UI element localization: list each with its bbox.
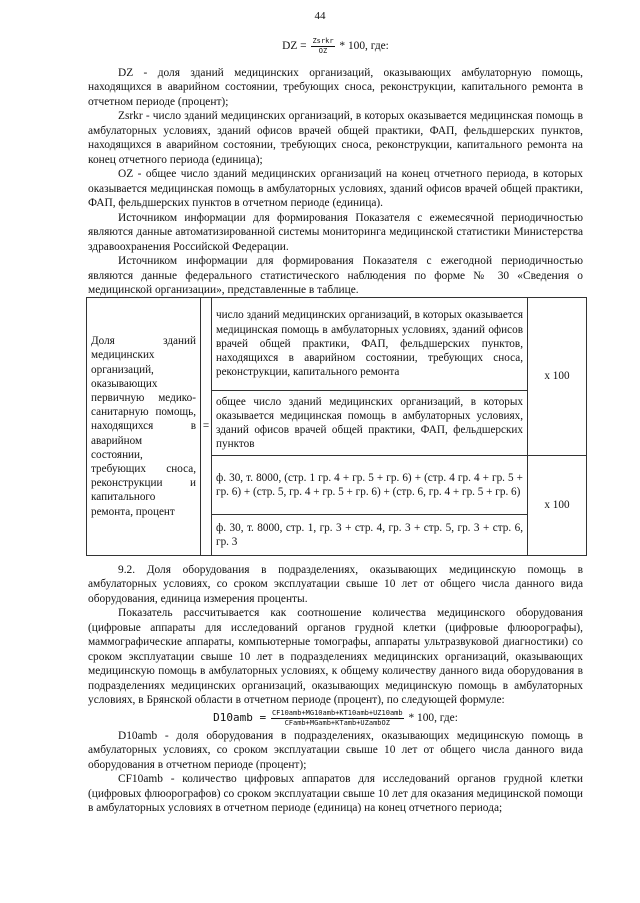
table-row <box>87 298 587 391</box>
multiplier-cell-1: x 100 <box>528 298 587 456</box>
formula-dz-numerator: Zsrkr <box>312 37 334 45</box>
formula-d10-rhs: * 100, где: <box>408 711 458 724</box>
paragraph-dz: DZ - доля зданий медицинских организаций, оказывающих амбулаторную помощь, находящихся в аварийном состоянии, требующих сноса, реконструкции, капитального ремонта в отчетном периоде (процент); <box>88 67 583 108</box>
formula-d10-lhs: D10amb = <box>213 710 267 724</box>
paragraph-9-2: 9.2. Доля оборудования в подразделениях, оказывающих медицинскую помощь в амбулаторных условиях, со сроком эксплуатации свыше 10 лет от общего числа данного вида оборудования, единица измерения проценты. <box>88 564 583 605</box>
formula-d10amb <box>88 710 583 727</box>
text-block-equipment <box>88 563 583 815</box>
formula-d10-fraction <box>271 710 404 727</box>
text-block-definitions <box>88 66 583 298</box>
formula-dz-lhs: DZ = <box>282 39 307 52</box>
formula-dz-denominator: OZ <box>318 46 328 55</box>
paragraph-zsrkr: Zsrkr - число зданий медицинских организаций, в которых оказывается медицинская помощь в амбулаторных условиях, зданий офисов врачей общей практики, ФАП, фельдшерских пунктов, находящихся в аварийном состоянии, требующих сноса, реконструкции, капитального ремонта на конец отчетного периода (единица); <box>88 110 583 166</box>
formula-dz-fraction <box>311 38 334 55</box>
numerator-text-cell: число зданий медицинских организаций, в которых оказывается медицинская помощь в амбулаторных условиях, зданий офисов врачей общей практики, ФАП, фельдшерских пунктов, находящихся в аварийном состоянии, требующих сноса, реконструкции, капитального ремонта <box>212 298 528 391</box>
denominator-formula-cell: ф. 30, т. 8000, стр. 1, гр. 3 + стр. 4, гр. 3 + стр. 5, гр. 3 + стр. 6, гр. 3 <box>212 515 528 556</box>
formula-dz <box>88 38 583 55</box>
indicator-name-cell: Доля зданий медицинских организаций, оказывающих первичную медико-санитарную помощь, находящихся в аварийном состоянии, требующих сноса, реконструкции и капитального ремонта, процент <box>87 298 201 556</box>
indicator-table <box>86 297 587 556</box>
paragraph-source-annual: Источником информации для формирования Показателя с ежегодной периодичностью являются данные федерального статистического наблюдения по форме № 30 «Сведения о медицинской организации», представленные в таблице. <box>88 255 583 297</box>
multiplier-cell-2: x 100 <box>528 456 587 556</box>
paragraph-cf10amb: CF10amb - количество цифровых аппаратов для исследований органов грудной клетки (цифровых флюорографов) со сроком эксплуатации свыше 10 лет для оказания медицинской помощи в амбулаторных условиях в отчетном периоде (единица) на конец отчетного периода; <box>88 773 583 814</box>
formula-dz-rhs: * 100, где: <box>339 39 389 52</box>
formula-d10-numerator: CF10amb+MG10amb+KT10amb+UZ10amb <box>271 708 403 717</box>
paragraph-oz: OZ - общее число зданий медицинских организаций на конец отчетного периода, в которых оказывается медицинская помощь в амбулаторных условиях, зданий офисов врачей общей практики, ФАП, фельдшерских пунктов в отчетном периоде (единица). <box>88 168 583 210</box>
paragraph-source-monthly: Источником информации для формирования Показателя с ежемесячной периодичностью являются данные автоматизированной системы мониторинга медицинской статистики Министерства здравоохранения Российской Федерации. <box>88 211 583 253</box>
paragraph-d10amb: D10amb - доля оборудования в подразделениях, оказывающих медицинскую помощь в амбулаторных условиях, со сроком эксплуатации свыше 10 лет от общего числа данного вида оборудования в отчетном периоде (процент); <box>88 729 583 771</box>
paragraph-calculation: Показатель рассчитывается как соотношение количества медицинского оборудования (цифровые аппараты для исследований органов грудной клетки (цифровые флюорографы), маммографические аппараты, компьютерные томографы, аппараты ультразвуковой диагностики) со сроком эксплуатации свыше 10 лет в подразделениях медицинских организаций, оказывающих медицинскую помощь в амбулаторных условиях, к общему количеству данного вида оборудования в подразделениях медицинских организаций, оказывающих медицинскую помощь в амбулаторных условиях, в Брянской области в отчетном периоде (процент), по следующей формуле: <box>88 607 583 707</box>
denominator-text-cell: общее число зданий медицинских организаций, в которых оказывается медицинская помощь в амбулаторных условиях, зданий офисов врачей общей практики, ФАП, фельдшерских пунктов <box>212 391 528 456</box>
numerator-formula-cell: ф. 30, т. 8000, (стр. 1 гр. 4 + гр. 5 + гр. 6) + (стр. 4 гр. 4 + гр. 5 + гр. 6) + (стр. 5, гр. 4 + гр. 5 + гр. 6) + (стр. 6, гр. 4 + гр. 5 + гр. 6) <box>212 456 528 515</box>
equals-sign-cell: = <box>201 298 212 556</box>
formula-d10-denominator: CFamb+MGamb+KTamb+UZambOZ <box>284 718 390 727</box>
page-number: 44 <box>314 10 326 22</box>
